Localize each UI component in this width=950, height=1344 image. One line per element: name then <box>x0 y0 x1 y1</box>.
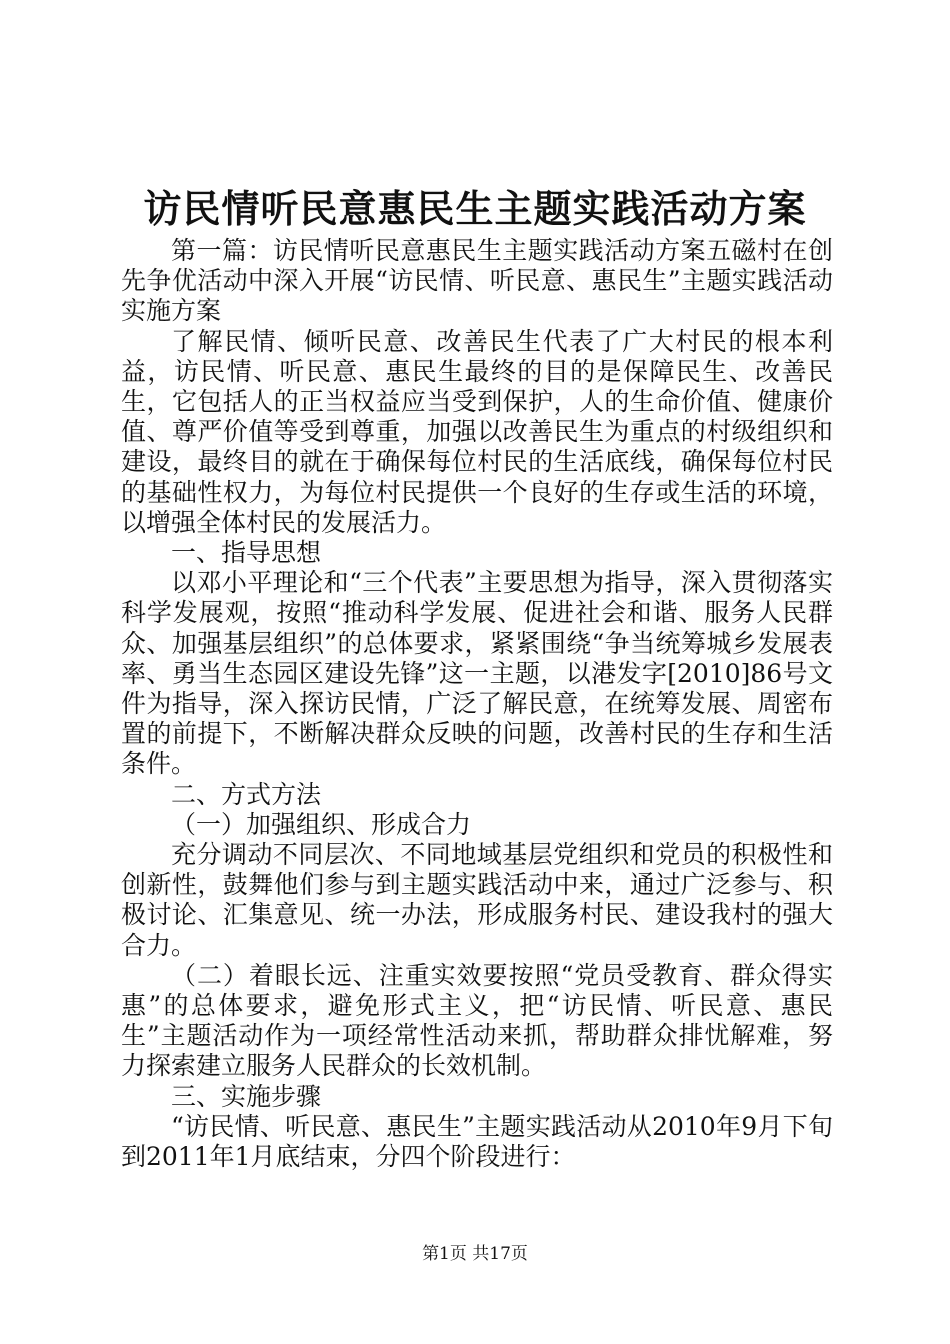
section-heading-methods: 二、方式方法 <box>171 779 322 809</box>
document-body <box>121 236 833 1172</box>
subsection-heading-organization: （一）加强组织、形成合力 <box>171 809 472 839</box>
paragraph-long-term: （二）着眼长远、注重实效要按照“党员受教育、群众得实惠”的总体要求，避免形式主义，把“访民情、听民意、惠民生”主题活动作为一项经常性活动来抓，帮助群众排忧解难，努力探索建立服务人民群众的长效机制。 <box>121 960 833 1081</box>
paragraph-organization: 充分调动不同层次、不同地域基层党组织和党员的积极性和创新性，鼓舞他们参与到主题实践活动中来，通过广泛参与、积极讨论、汇集意见、统一办法，形成服务村民、建设我村的强大合力。 <box>121 840 833 960</box>
paragraph-steps: “访民情、听民意、惠民生”主题实践活动从2010年9月下旬到2011年1月底结束，分四个阶段进行： <box>121 1111 833 1172</box>
paragraph-background: 了解民情、倾听民意、改善民生代表了广大村民的根本利益，访民情、听民意、惠民生最终的目的是保障民生、改善民生，它包括人的正当权益应当受到保护，人的生命价值、健康价值、尊严价值等受到尊重，加强以改善民生为重点的村级组织和建设，最终目的就在于确保每位村民的生活底线，确保每位村民的基础性权力，为每位村民提供一个良好的生存或生活的环境，以增强全体村民的发展活力。 <box>121 326 833 537</box>
page-footer: 第1页 共17页 <box>422 1244 528 1264</box>
paragraph-intro: 第一篇：访民情听民意惠民生主题实践活动方案五磁村在创先争优活动中深入开展“访民情、听民意、惠民生”主题实践活动实施方案 <box>121 236 833 326</box>
section-heading-guiding-thought: 一、指导思想 <box>171 538 322 568</box>
document-title: 访民情听民意惠民生主题实践活动方案 <box>143 186 807 231</box>
section-heading-steps: 三、实施步骤 <box>171 1081 322 1111</box>
paragraph-guiding-thought: 以邓小平理论和“三个代表”主要思想为指导，深入贯彻落实科学发展观，按照“推动科学发展、促进社会和谐、服务人民群众、加强基层组织”的总体要求，紧紧围绕“争当统筹城乡发展表率、勇当生态园区建设先锋”这一主题，以港发字[2010]86号文件为指导，深入探访民情，广泛了解民意，在统筹发展、周密布置的前提下，不断解决群众反映的问题，改善村民的生存和生活条件。 <box>121 568 833 779</box>
